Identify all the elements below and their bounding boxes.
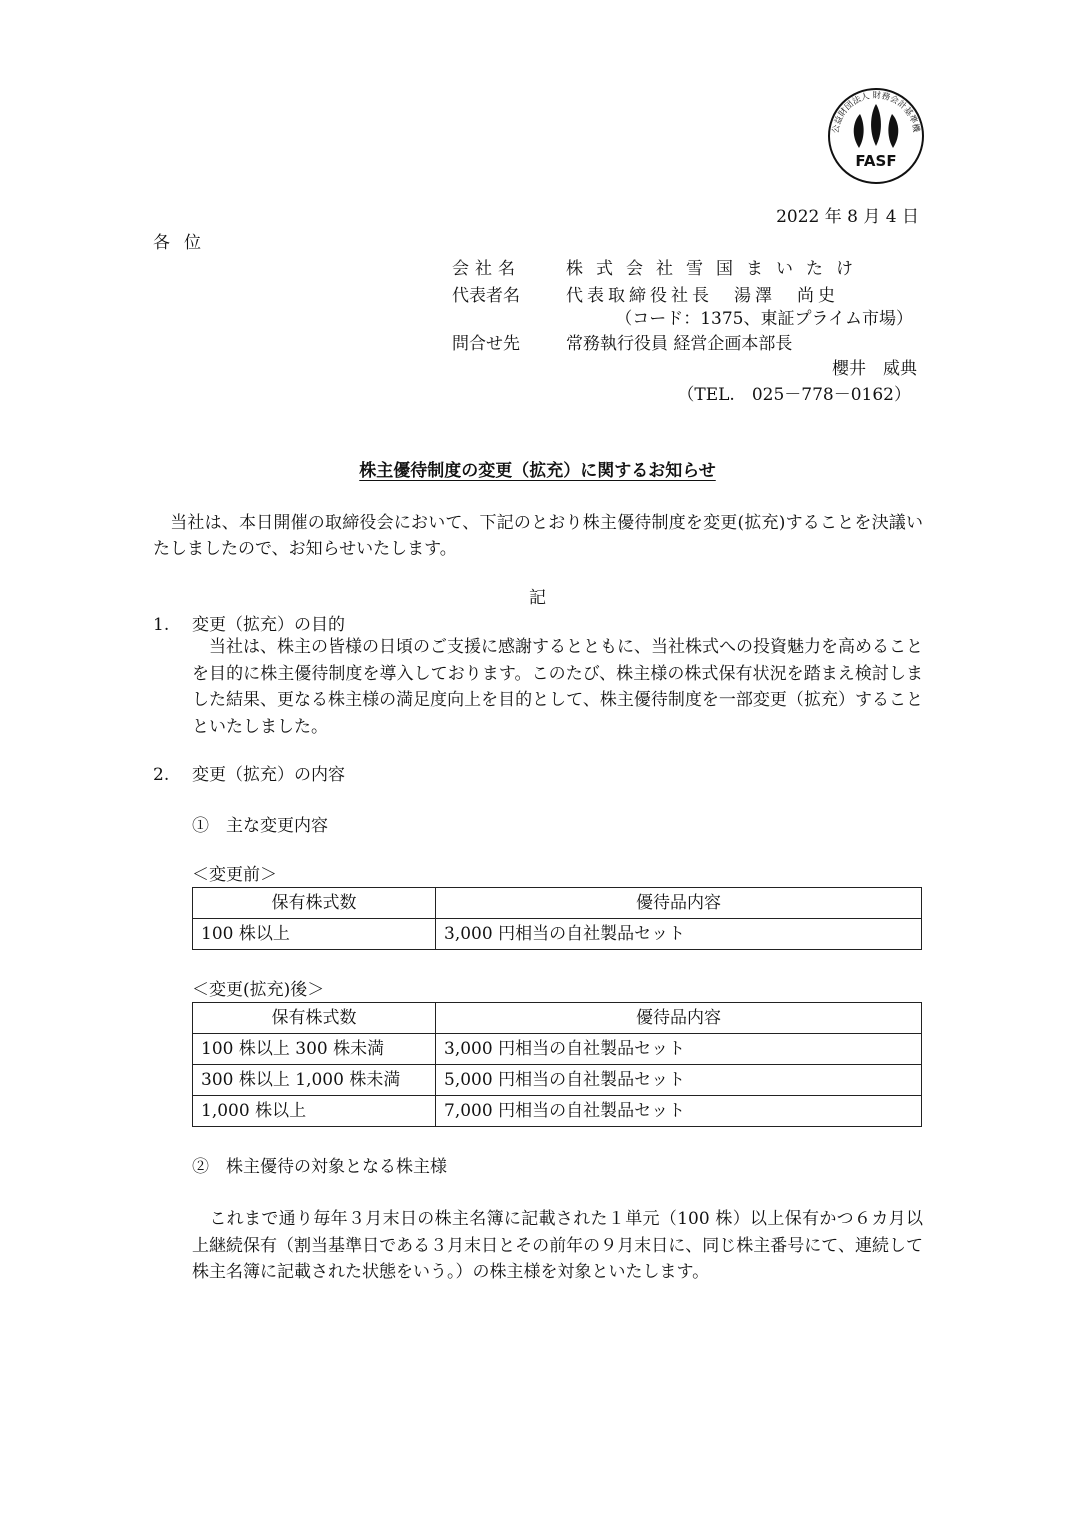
table-row xyxy=(193,919,922,950)
benefit-cell: 5,000 円相当の自社製品セット xyxy=(436,1065,922,1096)
before-change-table xyxy=(192,887,922,950)
fasf-logo xyxy=(826,86,926,186)
representative-name: 代表取締役社長 湯澤 尚史 xyxy=(566,286,839,306)
before-change-label: ＜変更前＞ xyxy=(192,865,277,885)
section-1-body xyxy=(192,634,923,740)
shares-cell: 100 株以上 xyxy=(193,919,436,950)
table-header-row xyxy=(193,1003,922,1034)
intro-paragraph xyxy=(153,510,923,562)
shares-cell: 1,000 株以上 xyxy=(193,1096,436,1127)
ki-heading: 記 xyxy=(529,588,546,608)
table-row xyxy=(193,1065,922,1096)
shares-cell: 300 株以上 1,000 株未満 xyxy=(193,1065,436,1096)
subsection-main-changes: ① 主な変更内容 xyxy=(192,816,328,836)
header-shares-held: 保有株式数 xyxy=(193,888,436,919)
shares-cell: 100 株以上 300 株未満 xyxy=(193,1034,436,1065)
contact-name: 櫻井 威典 xyxy=(832,359,917,379)
after-change-table xyxy=(192,1002,922,1127)
section-1-title: 変更（拡充）の目的 xyxy=(192,615,345,635)
logo-ring-text: 公益財団法人 財務会計基準機 xyxy=(830,90,921,135)
after-change-label: ＜変更(拡充)後＞ xyxy=(192,980,325,1000)
document-date: 2022 年 8 月 4 日 xyxy=(776,207,919,227)
contact-label: 問合せ先 xyxy=(452,334,520,354)
company-name: 株式会社雪国まいたけ xyxy=(566,259,866,279)
company-label: 会社名 xyxy=(452,259,521,279)
table-row xyxy=(193,1034,922,1065)
header-shares-held: 保有株式数 xyxy=(193,1003,436,1034)
document-title: 株主優待制度の変更（拡充）に関するお知らせ xyxy=(359,461,716,481)
eligibility-paragraph xyxy=(192,1206,923,1286)
contact-phone: （TEL. 025－778－0162） xyxy=(677,385,911,405)
eligibility-text: これまで通り毎年３月末日の株主名簿に記載された１単元（100 株）以上保有かつ６カ月以上継続保有（割当基準日である３月末日とその前年の９月末日に、同じ株主番号にて、連続して株主名簿に記載された状態をいう。）の株主様を対象といたします。 xyxy=(192,1209,923,1282)
header-benefit: 優待品内容 xyxy=(436,888,922,919)
stock-code: （コード：1375、東証プライム市場） xyxy=(615,309,913,329)
table-row xyxy=(193,1096,922,1127)
header-benefit: 優待品内容 xyxy=(436,1003,922,1034)
benefit-cell: 3,000 円相当の自社製品セット xyxy=(436,919,922,950)
contact-title: 常務執行役員 経営企画本部長 xyxy=(566,334,793,354)
section-2-title: 変更（拡充）の内容 xyxy=(192,765,345,785)
intro-text: 当社は、本日開催の取締役会において、下記のとおり株主優待制度を変更(拡充)することを決議いたしましたので、お知らせいたします。 xyxy=(153,513,923,559)
section-2-number: 2. xyxy=(153,765,170,785)
representative-label: 代表者名 xyxy=(452,286,520,306)
addressee: 各位 xyxy=(153,233,215,253)
logo-mark-text: FASF xyxy=(855,152,897,170)
benefit-cell: 7,000 円相当の自社製品セット xyxy=(436,1096,922,1127)
section-1-number: 1. xyxy=(153,615,170,635)
table-header-row xyxy=(193,888,922,919)
subsection-eligible-shareholders: ② 株主優待の対象となる株主様 xyxy=(192,1157,447,1177)
fasf-seal-icon xyxy=(826,86,926,186)
benefit-cell: 3,000 円相当の自社製品セット xyxy=(436,1034,922,1065)
section-1-text: 当社は、株主の皆様の日頃のご支援に感謝するとともに、当社株式への投資魅力を高めることを目的に株主優待制度を導入しております。このたび、株主様の株式保有状況を踏まえ検討しました結果、更なる株主様の満足度向上を目的として、株主優待制度を一部変更（拡充）することといたしました。 xyxy=(192,637,923,737)
